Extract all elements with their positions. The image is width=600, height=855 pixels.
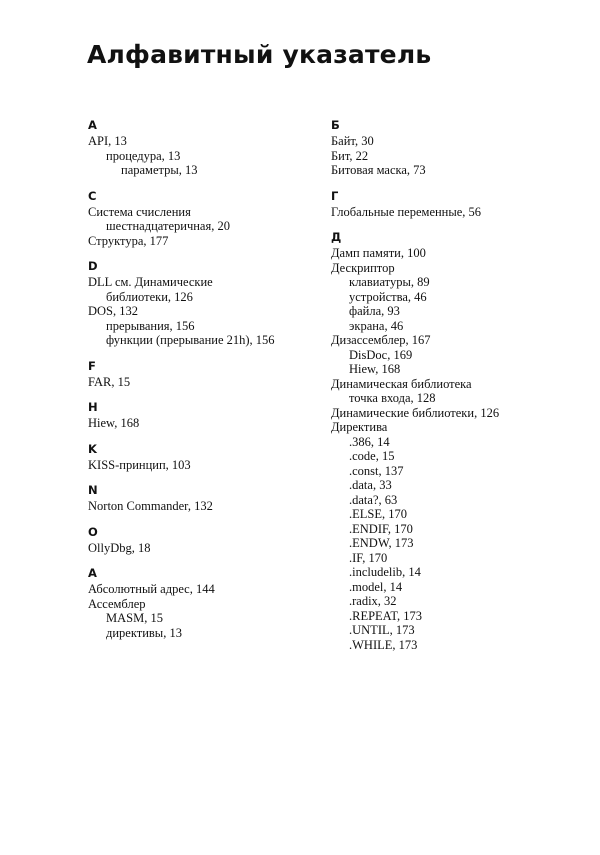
index-entry: FAR, 15 xyxy=(88,374,131,389)
index-entry: DLL см. Динамические xyxy=(88,275,213,289)
index-entry: API, 13 xyxy=(88,134,127,148)
index-subentry: MASM, 15 xyxy=(106,611,163,625)
index-subentry: .UNTIL, 173 xyxy=(349,623,415,637)
index-section xyxy=(88,483,320,514)
index-subentry: .const, 137 xyxy=(349,463,404,478)
section-letter: C xyxy=(88,188,97,203)
section-letter: N xyxy=(88,483,98,497)
index-subentry: .386, 14 xyxy=(349,434,390,449)
index-entry: Norton Commander, 132 xyxy=(88,499,213,513)
section-letter: Г xyxy=(331,188,339,203)
index-section xyxy=(88,442,320,473)
index-subentry: .data, 33 xyxy=(349,478,392,492)
index-entry: Дамп памяти, 100 xyxy=(331,246,426,260)
section-letter: Б xyxy=(331,118,340,132)
index-entry: Дескриптор xyxy=(331,260,395,275)
index-subentry: .IF, 170 xyxy=(349,550,388,565)
index-subentry: .data?, 63 xyxy=(349,492,398,507)
index-subentry: .model, 14 xyxy=(349,579,403,594)
index-entry: Байт, 30 xyxy=(331,134,374,148)
section-letter: H xyxy=(88,400,98,414)
section-letter: А xyxy=(88,566,97,580)
index-subentry: параметры, 13 xyxy=(121,163,198,177)
index-column-right xyxy=(331,118,571,663)
index-section xyxy=(331,118,571,178)
index-subentry: шестнадцатеричная, 20 xyxy=(106,219,230,233)
index-entry: Битовая маска, 73 xyxy=(331,163,426,177)
index-section xyxy=(88,259,320,348)
index-subentry: экрана, 46 xyxy=(349,318,404,333)
index-subentry: .ELSE, 170 xyxy=(349,507,407,521)
index-subentry: устройства, 46 xyxy=(349,289,427,304)
index-entry: Система счисления xyxy=(88,204,191,219)
index-subentry: .REPEAT, 173 xyxy=(349,608,423,623)
page-title: Алфавитный указатель xyxy=(87,40,432,69)
section-letter: F xyxy=(88,358,96,373)
index-column-left xyxy=(88,118,320,651)
index-section xyxy=(331,230,571,652)
index-subentry: точка входа, 128 xyxy=(349,391,436,405)
index-subentry: DisDoc, 169 xyxy=(349,347,413,362)
index-entry: KISS-принцип, 103 xyxy=(88,457,191,472)
section-letter: K xyxy=(88,441,97,456)
index-subentry: .ENDW, 173 xyxy=(349,536,414,550)
index-subentry: прерывания, 156 xyxy=(106,318,195,333)
section-letter: A xyxy=(88,118,97,132)
index-subentry: .ENDIF, 170 xyxy=(349,521,413,536)
index-section xyxy=(88,525,320,556)
index-subentry: процедура, 13 xyxy=(106,148,181,163)
index-subentry: функции (прерывание 21h), 156 xyxy=(106,333,275,347)
index-subentry: Hiew, 168 xyxy=(349,362,401,376)
index-entry: Директива xyxy=(331,420,388,434)
index-entry: Динамические библиотеки, 126 xyxy=(331,405,500,420)
index-subentry: библиотеки, 126 xyxy=(106,289,193,304)
index-subentry: .WHILE, 173 xyxy=(349,637,418,652)
index-section xyxy=(331,189,571,220)
index-section xyxy=(88,566,320,640)
index-subentry: директивы, 13 xyxy=(106,625,182,640)
index-subentry: .code, 15 xyxy=(349,449,395,463)
index-entry: OllyDbg, 18 xyxy=(88,540,151,555)
index-entry: Ассемблер xyxy=(88,596,146,611)
index-entry: Hiew, 168 xyxy=(88,416,140,430)
index-section xyxy=(88,359,320,390)
index-entry: Глобальные переменные, 56 xyxy=(331,204,482,219)
index-subentry: .includelib, 14 xyxy=(349,565,421,579)
index-section xyxy=(88,118,320,178)
index-section xyxy=(88,189,320,249)
index-entry: Бит, 22 xyxy=(331,148,369,163)
index-subentry: клавиатуры, 89 xyxy=(349,275,430,289)
section-letter: D xyxy=(88,259,98,273)
section-letter: O xyxy=(88,524,98,539)
index-subentry: файла, 93 xyxy=(349,304,400,318)
index-entry: Дизассемблер, 167 xyxy=(331,333,431,347)
index-entry: Структура, 177 xyxy=(88,233,169,248)
index-section xyxy=(88,400,320,431)
index-entry: Динамическая библиотека xyxy=(331,376,472,391)
index-entry: Абсолютный адрес, 144 xyxy=(88,582,215,596)
index-subentry: .radix, 32 xyxy=(349,594,397,608)
section-letter: Д xyxy=(331,230,342,244)
index-entry: DOS, 132 xyxy=(88,304,139,318)
